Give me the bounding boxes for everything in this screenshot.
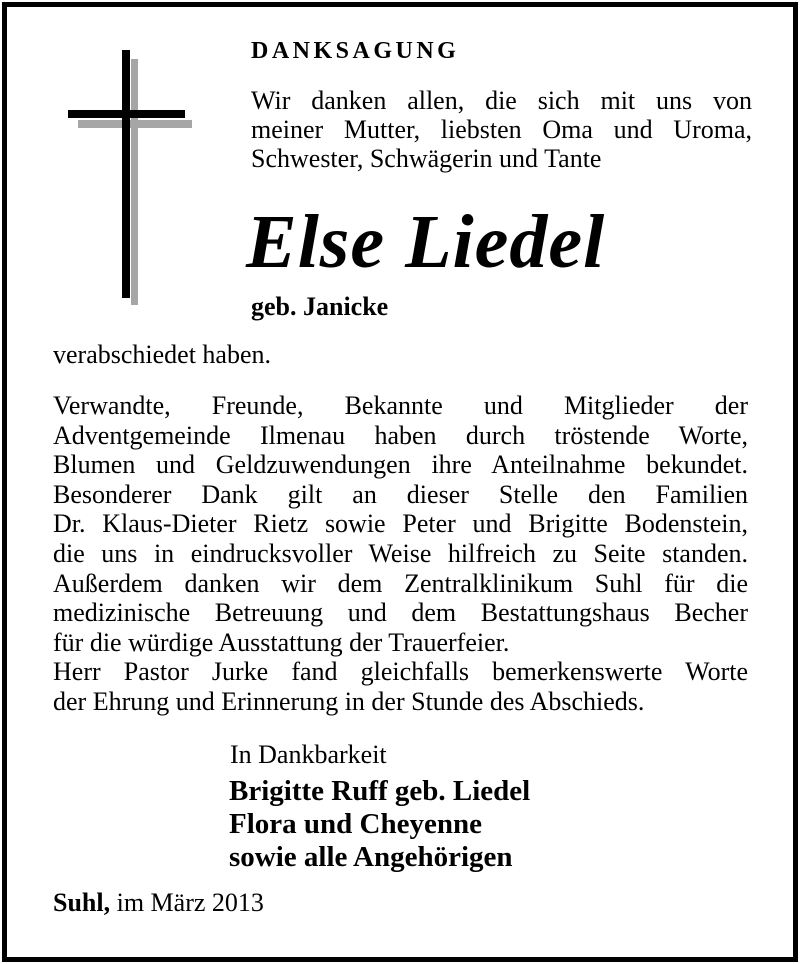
body-line: Herr Pastor Jurke fand gleichfalls bemerkenswerte Worte	[53, 657, 748, 687]
place: Suhl,	[53, 888, 111, 917]
body-line: Außerdem danken wir dem Zentralklinikum Suhl für die	[53, 568, 748, 598]
intro-text	[251, 86, 752, 173]
place-date	[53, 888, 264, 918]
birth-name: geb. Janicke	[251, 292, 389, 321]
body-line: für die würdige Ausstattung der Trauerfeier.	[53, 627, 510, 657]
intro-line: Wir danken allen, die sich mit uns von	[251, 86, 752, 115]
intro-line: meiner Mutter, liebsten Oma und Uroma,	[251, 115, 752, 144]
body-line: die uns in eindrucksvoller Weise hilfreich zu Seite standen.	[53, 538, 748, 568]
body-line: medizinische Betreuung und dem Bestattungshaus Becher	[53, 598, 748, 628]
deceased-name: Else Liedel	[246, 200, 606, 284]
body-line: Blumen und Geldzuwendungen ihre Anteilnahme bekundet.	[53, 450, 748, 480]
signer-line: Flora und Cheyenne	[229, 808, 482, 840]
body-line: der Ehrung und Erinnerung in der Stunde des Abschieds.	[53, 686, 645, 716]
signer-line: Brigitte Ruff geb. Liedel	[229, 775, 531, 807]
body-line: Besonderer Dank gilt an dieser Stelle den Familien	[53, 479, 748, 509]
body-line: Adventgemeinde Ilmenau haben durch tröstende Worte,	[53, 420, 748, 450]
notice-heading: DANKSAGUNG	[251, 38, 460, 64]
body-line: Dr. Klaus-Dieter Rietz sowie Peter und Brigitte Bodenstein,	[53, 509, 748, 539]
closing-phrase: In Dankbarkeit	[230, 740, 387, 769]
body-line: Verwandte, Freunde, Bekannte und Mitglieder der	[53, 391, 748, 420]
signers-block	[229, 775, 530, 874]
intro-line: Schwester, Schwägerin und Tante	[251, 144, 602, 173]
body-text	[53, 391, 748, 717]
date: im März 2013	[116, 888, 264, 917]
intro-end: verabschiedet haben.	[53, 340, 272, 369]
signer-line: sowie alle Angehörigen	[229, 841, 513, 873]
